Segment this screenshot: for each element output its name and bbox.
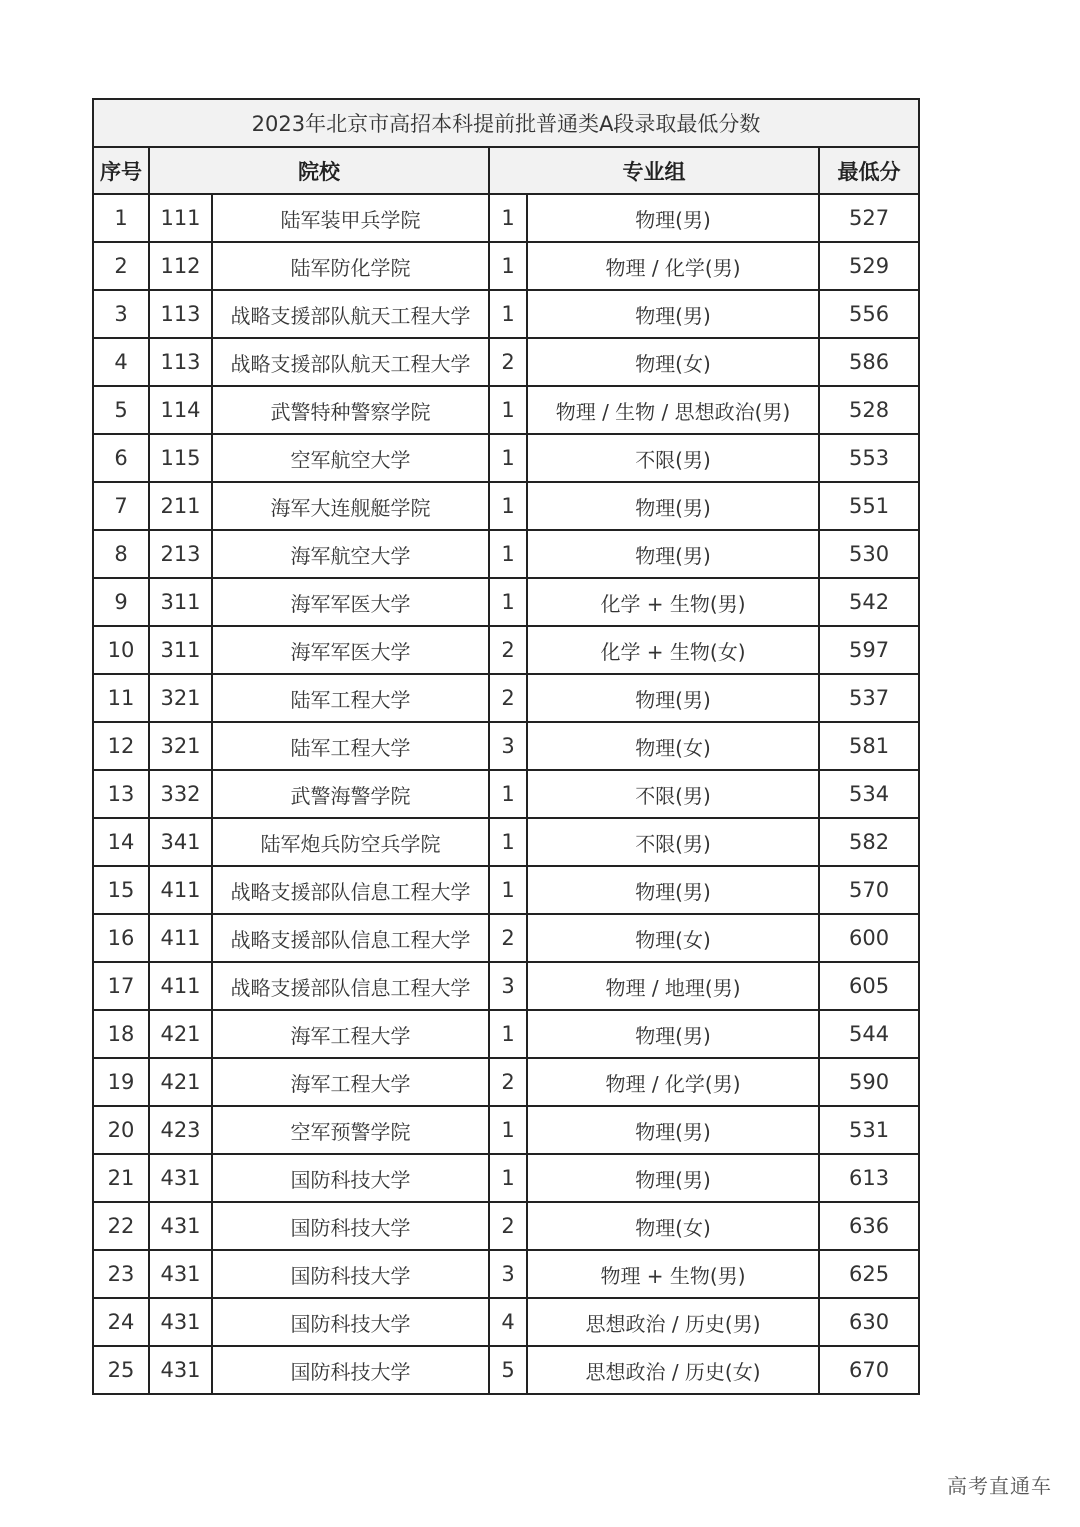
table-row: [93, 1346, 919, 1394]
cell-min-score: 590: [819, 1058, 919, 1106]
cell-school-name: 空军预警学院: [212, 1106, 489, 1154]
table-title: 2023年北京市高招本科提前批普通类A段录取最低分数: [93, 99, 919, 147]
cell-min-score: 537: [819, 674, 919, 722]
table-row: [93, 338, 919, 386]
watermark: 高考直通车: [947, 1474, 1052, 1498]
cell-subject-requirement: 物理 / 化学(男): [527, 242, 819, 290]
cell-group-number: 3: [489, 722, 527, 770]
table-row: [93, 818, 919, 866]
cell-index: 10: [93, 626, 149, 674]
cell-school-name: 陆军工程大学: [212, 674, 489, 722]
table-body: [93, 194, 919, 1394]
table-row: [93, 1154, 919, 1202]
cell-subject-requirement: 物理(男): [527, 194, 819, 242]
cell-min-score: 582: [819, 818, 919, 866]
cell-school-code: 421: [149, 1010, 212, 1058]
cell-group-number: 1: [489, 818, 527, 866]
cell-subject-requirement: 不限(男): [527, 770, 819, 818]
cell-school-name: 陆军装甲兵学院: [212, 194, 489, 242]
cell-school-name: 国防科技大学: [212, 1298, 489, 1346]
cell-subject-requirement: 思想政治 / 历史(男): [527, 1298, 819, 1346]
cell-subject-requirement: 物理(男): [527, 290, 819, 338]
cell-group-number: 2: [489, 1058, 527, 1106]
cell-index: 23: [93, 1250, 149, 1298]
cell-group-number: 2: [489, 674, 527, 722]
cell-subject-requirement: 物理 / 生物 / 思想政治(男): [527, 386, 819, 434]
cell-subject-requirement: 物理(男): [527, 1154, 819, 1202]
cell-subject-requirement: 物理 / 地理(男): [527, 962, 819, 1010]
cell-school-code: 431: [149, 1250, 212, 1298]
cell-group-number: 1: [489, 866, 527, 914]
cell-index: 11: [93, 674, 149, 722]
cell-index: 22: [93, 1202, 149, 1250]
cell-subject-requirement: 物理(女): [527, 1202, 819, 1250]
cell-group-number: 1: [489, 530, 527, 578]
table-row: [93, 722, 919, 770]
cell-min-score: 613: [819, 1154, 919, 1202]
cell-subject-requirement: 物理(男): [527, 530, 819, 578]
cell-index: 13: [93, 770, 149, 818]
cell-school-name: 国防科技大学: [212, 1202, 489, 1250]
cell-min-score: 544: [819, 1010, 919, 1058]
cell-index: 14: [93, 818, 149, 866]
cell-school-name: 武警海警学院: [212, 770, 489, 818]
cell-school-name: 陆军炮兵防空兵学院: [212, 818, 489, 866]
cell-index: 15: [93, 866, 149, 914]
cell-index: 24: [93, 1298, 149, 1346]
cell-school-code: 321: [149, 674, 212, 722]
cell-school-name: 海军工程大学: [212, 1058, 489, 1106]
cell-index: 8: [93, 530, 149, 578]
cell-group-number: 2: [489, 338, 527, 386]
cell-index: 25: [93, 1346, 149, 1394]
table-row: [93, 770, 919, 818]
table-row: [93, 194, 919, 242]
table-row: [93, 1298, 919, 1346]
cell-school-name: 陆军防化学院: [212, 242, 489, 290]
cell-min-score: 600: [819, 914, 919, 962]
cell-group-number: 1: [489, 1010, 527, 1058]
table-row: [93, 1250, 919, 1298]
cell-index: 17: [93, 962, 149, 1010]
cell-school-code: 431: [149, 1346, 212, 1394]
cell-group-number: 1: [489, 434, 527, 482]
cell-school-name: 国防科技大学: [212, 1250, 489, 1298]
cell-min-score: 625: [819, 1250, 919, 1298]
table-row: [93, 914, 919, 962]
cell-group-number: 2: [489, 626, 527, 674]
cell-school-code: 213: [149, 530, 212, 578]
cell-index: 4: [93, 338, 149, 386]
cell-school-code: 115: [149, 434, 212, 482]
cell-subject-requirement: 物理 + 生物(男): [527, 1250, 819, 1298]
header-school: 院校: [149, 147, 489, 194]
cell-school-code: 431: [149, 1154, 212, 1202]
table-row: [93, 1106, 919, 1154]
cell-index: 2: [93, 242, 149, 290]
cell-school-code: 332: [149, 770, 212, 818]
cell-school-name: 国防科技大学: [212, 1346, 489, 1394]
cell-group-number: 2: [489, 1202, 527, 1250]
cell-min-score: 597: [819, 626, 919, 674]
cell-school-code: 311: [149, 626, 212, 674]
cell-school-name: 海军航空大学: [212, 530, 489, 578]
header-min-score: 最低分: [819, 147, 919, 194]
cell-min-score: 534: [819, 770, 919, 818]
cell-group-number: 5: [489, 1346, 527, 1394]
cell-index: 19: [93, 1058, 149, 1106]
cell-group-number: 1: [489, 1106, 527, 1154]
header-major-group: 专业组: [489, 147, 819, 194]
table-row: [93, 434, 919, 482]
cell-min-score: 581: [819, 722, 919, 770]
table-row: [93, 578, 919, 626]
cell-school-name: 战略支援部队信息工程大学: [212, 914, 489, 962]
cell-school-name: 海军大连舰艇学院: [212, 482, 489, 530]
cell-school-name: 国防科技大学: [212, 1154, 489, 1202]
cell-subject-requirement: 物理(男): [527, 674, 819, 722]
cell-school-code: 113: [149, 290, 212, 338]
cell-school-name: 海军军医大学: [212, 626, 489, 674]
table-row: [93, 482, 919, 530]
cell-min-score: 556: [819, 290, 919, 338]
table-row: [93, 386, 919, 434]
cell-school-name: 战略支援部队信息工程大学: [212, 866, 489, 914]
cell-school-code: 431: [149, 1202, 212, 1250]
cell-group-number: 4: [489, 1298, 527, 1346]
cell-school-name: 空军航空大学: [212, 434, 489, 482]
table-row: [93, 674, 919, 722]
table-row: [93, 242, 919, 290]
cell-school-code: 341: [149, 818, 212, 866]
cell-subject-requirement: 物理 / 化学(男): [527, 1058, 819, 1106]
cell-min-score: 542: [819, 578, 919, 626]
cell-index: 16: [93, 914, 149, 962]
cell-subject-requirement: 不限(男): [527, 434, 819, 482]
cell-min-score: 528: [819, 386, 919, 434]
cell-index: 20: [93, 1106, 149, 1154]
cell-min-score: 605: [819, 962, 919, 1010]
cell-min-score: 530: [819, 530, 919, 578]
cell-index: 6: [93, 434, 149, 482]
cell-school-code: 411: [149, 914, 212, 962]
cell-school-code: 113: [149, 338, 212, 386]
cell-school-code: 421: [149, 1058, 212, 1106]
cell-school-code: 321: [149, 722, 212, 770]
cell-min-score: 670: [819, 1346, 919, 1394]
cell-min-score: 636: [819, 1202, 919, 1250]
cell-subject-requirement: 化学 + 生物(男): [527, 578, 819, 626]
cell-school-code: 411: [149, 866, 212, 914]
cell-min-score: 551: [819, 482, 919, 530]
cell-group-number: 1: [489, 578, 527, 626]
cell-index: 7: [93, 482, 149, 530]
table-row: [93, 290, 919, 338]
cell-group-number: 1: [489, 290, 527, 338]
cell-school-name: 武警特种警察学院: [212, 386, 489, 434]
cell-school-code: 423: [149, 1106, 212, 1154]
cell-group-number: 1: [489, 242, 527, 290]
cell-school-code: 411: [149, 962, 212, 1010]
cell-group-number: 1: [489, 1154, 527, 1202]
cell-subject-requirement: 物理(男): [527, 866, 819, 914]
table-row: [93, 1010, 919, 1058]
cell-subject-requirement: 物理(女): [527, 722, 819, 770]
cell-min-score: 630: [819, 1298, 919, 1346]
cell-min-score: 570: [819, 866, 919, 914]
cell-school-name: 战略支援部队信息工程大学: [212, 962, 489, 1010]
cell-subject-requirement: 思想政治 / 历史(女): [527, 1346, 819, 1394]
cell-index: 5: [93, 386, 149, 434]
cell-group-number: 1: [489, 770, 527, 818]
cell-school-code: 431: [149, 1298, 212, 1346]
cell-school-name: 海军军医大学: [212, 578, 489, 626]
cell-school-name: 陆军工程大学: [212, 722, 489, 770]
cell-school-code: 311: [149, 578, 212, 626]
cell-school-name: 战略支援部队航天工程大学: [212, 338, 489, 386]
cell-group-number: 2: [489, 914, 527, 962]
table-row: [93, 626, 919, 674]
cell-min-score: 586: [819, 338, 919, 386]
cell-school-code: 111: [149, 194, 212, 242]
cell-index: 18: [93, 1010, 149, 1058]
cell-index: 1: [93, 194, 149, 242]
cell-subject-requirement: 物理(男): [527, 1010, 819, 1058]
cell-school-code: 211: [149, 482, 212, 530]
cell-subject-requirement: 物理(男): [527, 482, 819, 530]
table-row: [93, 866, 919, 914]
cell-group-number: 1: [489, 482, 527, 530]
cell-school-code: 114: [149, 386, 212, 434]
title-row: [93, 99, 919, 147]
cell-group-number: 1: [489, 386, 527, 434]
table-row: [93, 1202, 919, 1250]
score-table: [92, 98, 920, 1395]
table-row: [93, 530, 919, 578]
table-row: [93, 962, 919, 1010]
table-row: [93, 1058, 919, 1106]
cell-subject-requirement: 化学 + 生物(女): [527, 626, 819, 674]
header-index: 序号: [93, 147, 149, 194]
cell-group-number: 3: [489, 1250, 527, 1298]
cell-min-score: 553: [819, 434, 919, 482]
cell-min-score: 527: [819, 194, 919, 242]
cell-index: 9: [93, 578, 149, 626]
cell-index: 3: [93, 290, 149, 338]
cell-group-number: 1: [489, 194, 527, 242]
cell-min-score: 529: [819, 242, 919, 290]
cell-group-number: 3: [489, 962, 527, 1010]
cell-subject-requirement: 物理(女): [527, 914, 819, 962]
header-row: [93, 147, 919, 194]
cell-index: 12: [93, 722, 149, 770]
cell-school-name: 海军工程大学: [212, 1010, 489, 1058]
cell-min-score: 531: [819, 1106, 919, 1154]
cell-school-code: 112: [149, 242, 212, 290]
cell-index: 21: [93, 1154, 149, 1202]
cell-subject-requirement: 物理(男): [527, 1106, 819, 1154]
cell-subject-requirement: 物理(女): [527, 338, 819, 386]
cell-subject-requirement: 不限(男): [527, 818, 819, 866]
cell-school-name: 战略支援部队航天工程大学: [212, 290, 489, 338]
